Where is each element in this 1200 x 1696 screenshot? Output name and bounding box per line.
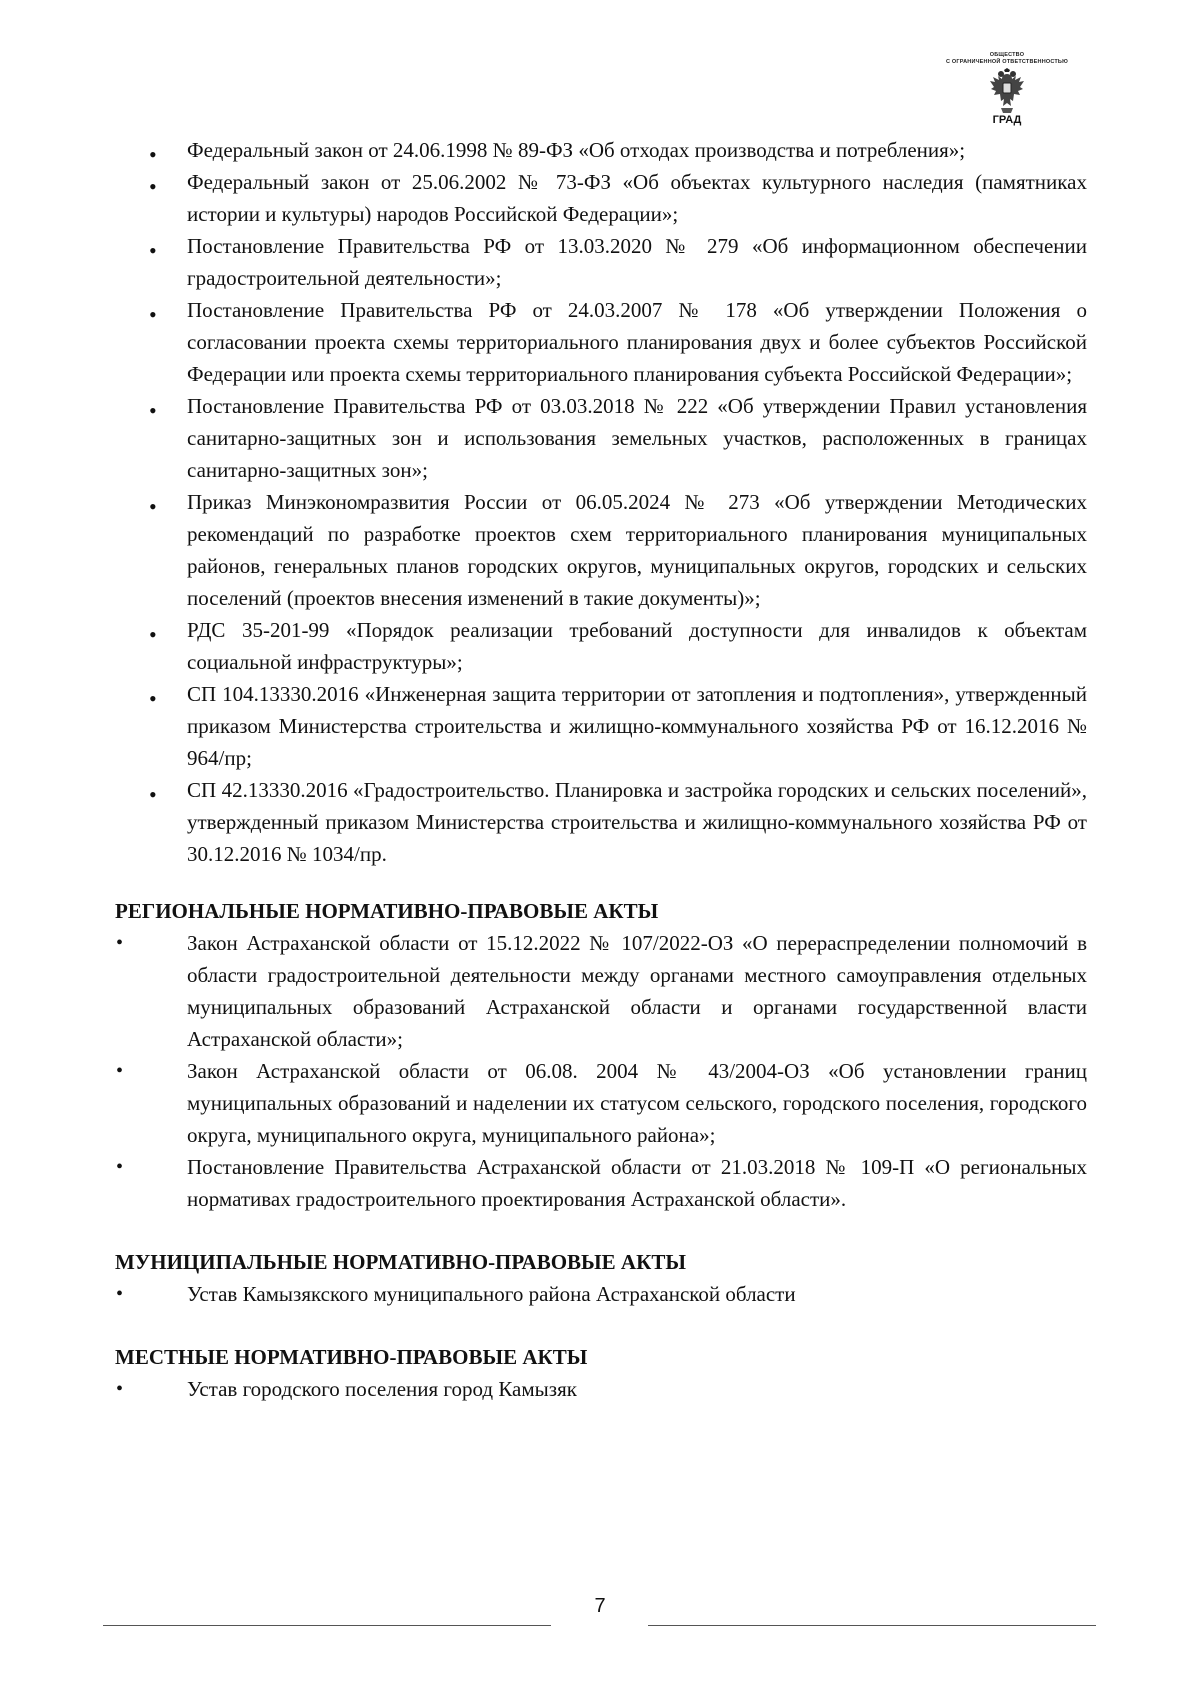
- bullet-icon: •: [149, 238, 157, 263]
- footer-divider-left: [103, 1625, 551, 1626]
- bullet-icon: •: [116, 1283, 124, 1305]
- federal-act-item: [115, 774, 1087, 870]
- bullet-icon: •: [149, 174, 157, 199]
- list-item-text: Постановление Правительства РФ от 13.03.2020 № 279 «Об информационном обеспечении градостроительной деятельности»;: [187, 234, 1087, 290]
- company-logo: [922, 52, 1092, 136]
- federal-acts-list: [115, 134, 1087, 870]
- bullet-icon: •: [116, 932, 124, 954]
- page-footer: [0, 1594, 1200, 1634]
- local-acts-list: [115, 1373, 1087, 1405]
- list-item-text: Устав городского поселения город Камызяк: [187, 1377, 577, 1401]
- list-item-text: СП 104.13330.2016 «Инженерная защита территории от затопления и подтопления», утвержденный приказом Министерства строительства и жилищно-коммунального хозяйства РФ от 16.12.2016 № 964/пр;: [187, 682, 1087, 770]
- list-item-text: Постановление Правительства Астраханской области от 21.03.2018 № 109-П «О региональных нормативах градостроительного проектирования Астраханской области».: [187, 1155, 1087, 1211]
- bullet-icon: •: [149, 622, 157, 647]
- bullet-icon: •: [116, 1156, 124, 1178]
- bullet-icon: •: [116, 1060, 124, 1082]
- bullet-icon: •: [149, 398, 157, 423]
- local-acts-heading: МЕСТНЫЕ НОРМАТИВНО-ПРАВОВЫЕ АКТЫ: [115, 1345, 588, 1369]
- list-item-text: Приказ Минэкономразвития России от 06.05.2024 № 273 «Об утверждении Методических рекомендаций по разработке проектов схем территориального планирования муниципальных районов, генеральных планов городских округов, муниципальных округов, городских и сельских поселений (проектов внесения изменений в такие документы)»;: [187, 490, 1087, 610]
- bullet-icon: •: [149, 782, 157, 807]
- list-item-text: Федеральный закон от 25.06.2002 № 73-ФЗ «Об объектах культурного наследия (памятниках истории и культуры) народов Российской Федерации»;: [187, 170, 1087, 226]
- logo-company-type-line2: С ОГРАНИЧЕННОЙ ОТВЕТСТВЕННОСТЬЮ: [946, 59, 1068, 65]
- logo-company-type-line1: ОБЩЕСТВО: [989, 52, 1025, 58]
- list-item-text: Закон Астраханской области от 06.08. 2004 № 43/2004-ОЗ «Об установлении границ муниципальных образований и наделении их статусом сельского, городского поселения, городского округа, муниципального округа, муниципального района»;: [187, 1059, 1087, 1147]
- federal-act-item: [115, 678, 1087, 774]
- federal-act-item: [115, 230, 1087, 294]
- footer-divider-right: [648, 1625, 1096, 1626]
- regional-act-item: [115, 1151, 1087, 1215]
- bullet-icon: •: [149, 686, 157, 711]
- document-body: [115, 134, 1087, 1405]
- bullet-icon: •: [149, 302, 157, 327]
- municipal-act-item: [115, 1278, 1087, 1310]
- federal-act-item: [115, 166, 1087, 230]
- federal-act-item: [115, 134, 1087, 166]
- list-item-text: Закон Астраханской области от 15.12.2022 № 107/2022-ОЗ «О перераспределении полномочий в области градостроительной деятельности между органами местного самоуправления отдельных муниципальных образований Астраханской области и органами государственной власти Астраханской области»;: [187, 931, 1087, 1051]
- federal-act-item: [115, 486, 1087, 614]
- page-number: 7: [594, 1595, 606, 1617]
- list-item-text: СП 42.13330.2016 «Градостроительство. Планировка и застройка городских и сельских поселений», утвержденный приказом Министерства строительства и жилищно-коммунального хозяйства РФ от 30.12.2016 № 1034/пр.: [187, 778, 1087, 866]
- local-act-item: [115, 1373, 1087, 1405]
- list-item-text: Постановление Правительства РФ от 03.03.2018 № 222 «Об утверждении Правил установления санитарно-защитных зон и использования земельных участков, расположенных в границах санитарно-защитных зон»;: [187, 394, 1087, 482]
- list-item-text: РДС 35-201-99 «Порядок реализации требований доступности для инвалидов к объектам социальной инфраструктуры»;: [187, 618, 1087, 674]
- bullet-icon: •: [116, 1378, 124, 1400]
- list-item-text: Постановление Правительства РФ от 24.03.2007 № 178 «Об утверждении Положения о согласовании проекта схемы территориального планирования двух и более субъектов Российской Федерации или проекта схемы территориального планирования субъекта Российской Федерации»;: [187, 298, 1087, 386]
- regional-act-item: [115, 927, 1087, 1055]
- municipal-acts-list: [115, 1278, 1087, 1310]
- list-item-text: Устав Камызякского муниципального района Астраханской области: [187, 1282, 796, 1306]
- municipal-acts-heading: МУНИЦИПАЛЬНЫЕ НОРМАТИВНО-ПРАВОВЫЕ АКТЫ: [115, 1250, 686, 1274]
- federal-act-item: [115, 294, 1087, 390]
- bullet-icon: •: [149, 142, 157, 167]
- regional-act-item: [115, 1055, 1087, 1151]
- list-item-text: Федеральный закон от 24.06.1998 № 89-ФЗ «Об отходах производства и потребления»;: [187, 138, 966, 162]
- federal-act-item: [115, 390, 1087, 486]
- logo-company-name: ГРАД: [992, 114, 1022, 126]
- regional-acts-list: [115, 927, 1087, 1215]
- federal-act-item: [115, 614, 1087, 678]
- double-headed-eagle-icon: [987, 68, 1027, 114]
- regional-acts-heading: РЕГИОНАЛЬНЫЕ НОРМАТИВНО-ПРАВОВЫЕ АКТЫ: [115, 899, 659, 923]
- bullet-icon: •: [149, 494, 157, 519]
